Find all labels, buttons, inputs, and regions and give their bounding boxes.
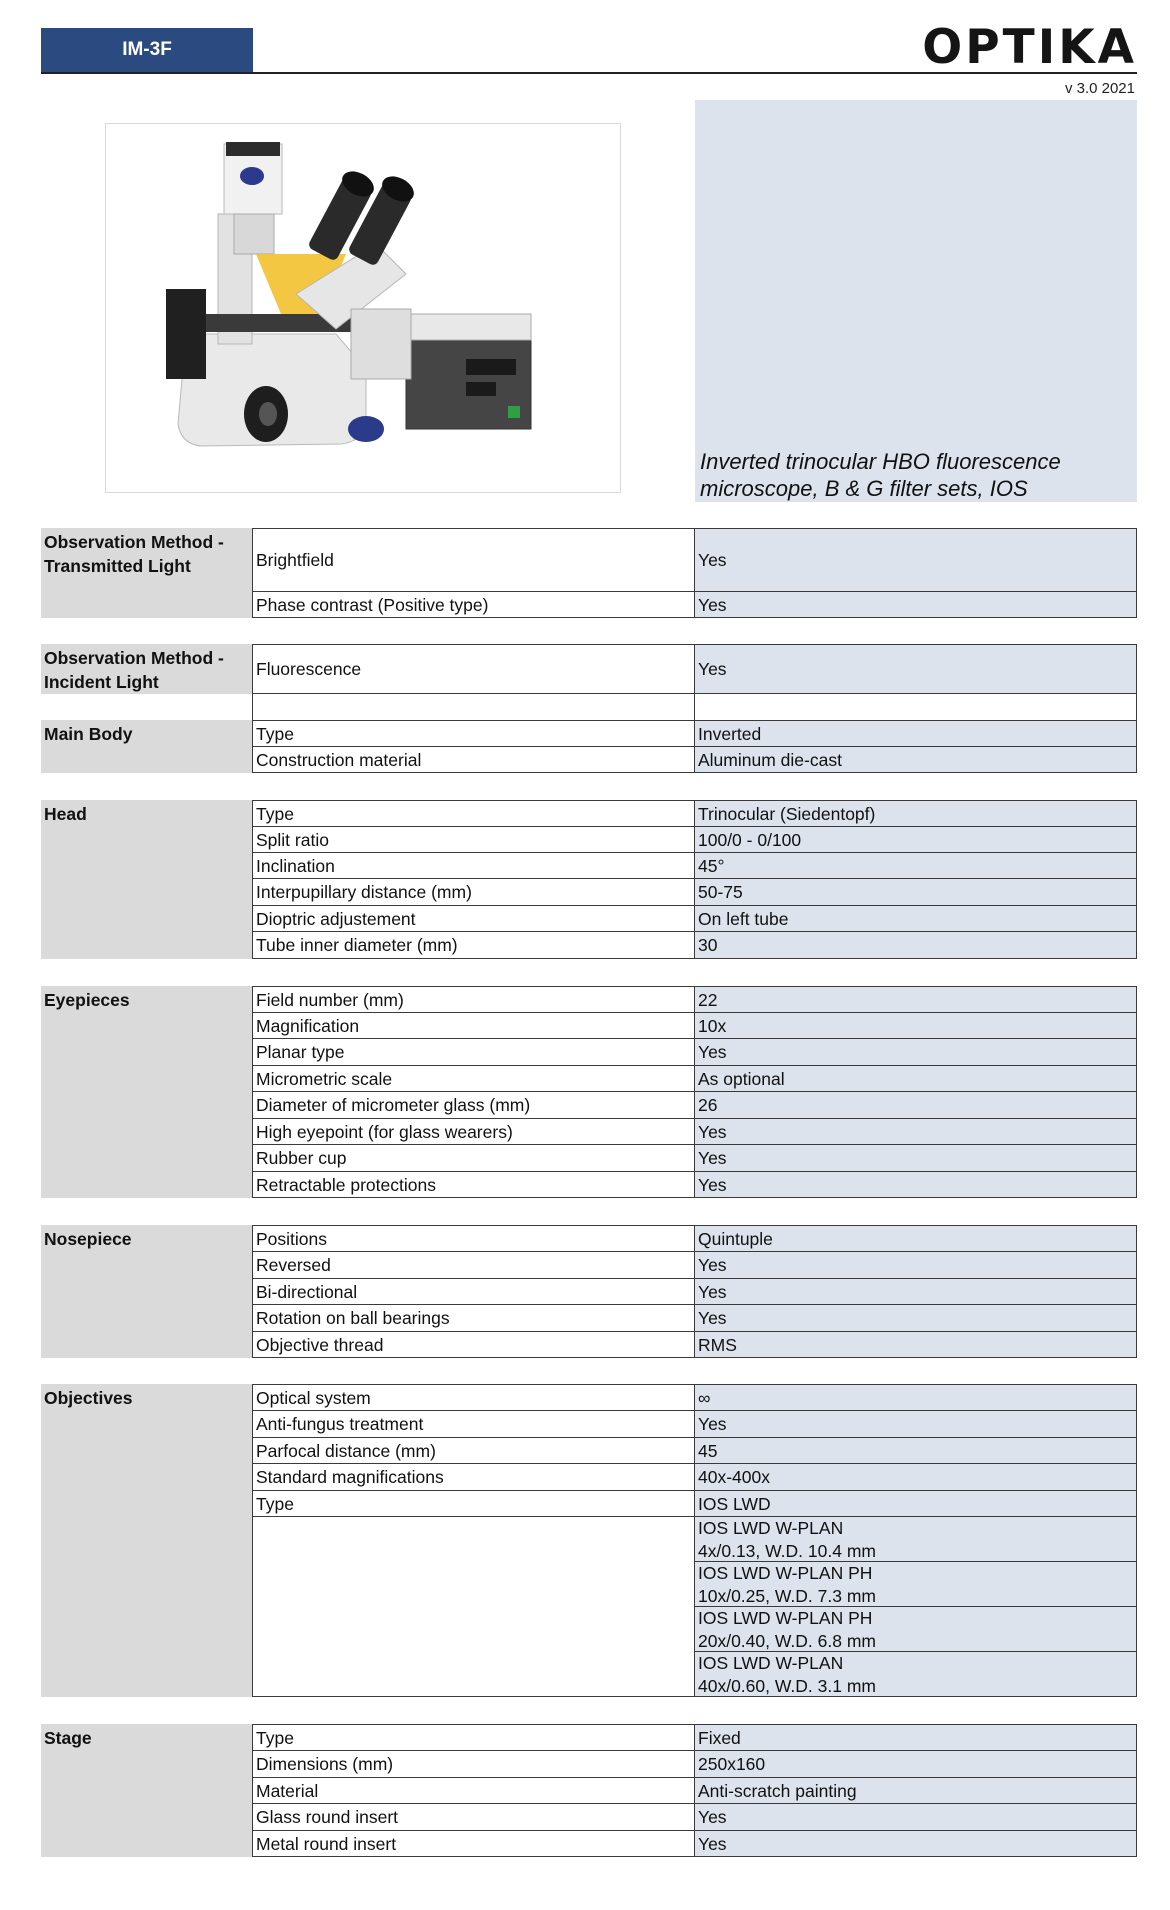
spec-value: Quintuple xyxy=(694,1225,1137,1252)
spec-value: 50-75 xyxy=(694,878,1137,906)
spec-name: Glass round insert xyxy=(252,1803,695,1831)
objective-list-item xyxy=(694,1651,1137,1697)
spec-name: Positions xyxy=(252,1225,695,1252)
spec-value: Yes xyxy=(694,1171,1137,1198)
spec-value: 45° xyxy=(694,852,1137,879)
spec-name: Objective thread xyxy=(252,1331,695,1358)
spec-value: Yes xyxy=(694,1251,1137,1279)
spec-value: 10x xyxy=(694,1012,1137,1039)
objective-line-2: 20x/0.40, W.D. 6.8 mm xyxy=(698,1631,876,1651)
section-transmitted-light xyxy=(41,528,252,618)
section-title-line-2: Incident Light xyxy=(44,672,159,692)
spec-value: Yes xyxy=(694,1278,1137,1305)
spec-value: As optional xyxy=(694,1065,1137,1092)
section-objectives: Objectives xyxy=(41,1384,252,1697)
spec-value: Yes xyxy=(694,1410,1137,1438)
section-incident-light xyxy=(41,644,252,694)
objective-list-item xyxy=(694,1606,1137,1652)
spec-name: Parfocal distance (mm) xyxy=(252,1437,695,1464)
brand-logo: OPTIKA xyxy=(922,20,1137,75)
spec-value: 100/0 - 0/100 xyxy=(694,826,1137,853)
spec-name: Reversed xyxy=(252,1251,695,1279)
section-title-line-1: Observation Method - xyxy=(44,648,224,668)
spec-value: RMS xyxy=(694,1331,1137,1358)
spec-value: Inverted xyxy=(694,720,1137,747)
spec-name: Type xyxy=(252,720,695,747)
spec-name: Magnification xyxy=(252,1012,695,1039)
spec-name: Planar type xyxy=(252,1038,695,1066)
spec-name: Retractable protections xyxy=(252,1171,695,1198)
description-panel xyxy=(695,100,1137,502)
spec-value: ∞ xyxy=(694,1384,1137,1411)
spec-value: Yes xyxy=(694,1304,1137,1332)
spec-value: Trinocular (Siedentopf) xyxy=(694,800,1137,827)
objective-line-2: 40x/0.60, W.D. 3.1 mm xyxy=(698,1676,876,1696)
section-title-line-2: Transmitted Light xyxy=(44,556,191,576)
objective-line-1: IOS LWD W-PLAN xyxy=(698,1518,844,1538)
spec-value: Yes xyxy=(694,1830,1137,1857)
spec-value: Anti-scratch painting xyxy=(694,1777,1137,1804)
spec-name: Construction material xyxy=(252,746,695,773)
spec-value: 22 xyxy=(694,986,1137,1013)
spec-value: Fixed xyxy=(694,1724,1137,1751)
spec-name: Split ratio xyxy=(252,826,695,853)
objective-line-1: IOS LWD W-PLAN xyxy=(698,1653,844,1673)
spec-value: Aluminum die-cast xyxy=(694,746,1137,773)
spec-value: 26 xyxy=(694,1091,1137,1119)
spec-name: Metal round insert xyxy=(252,1830,695,1857)
spec-value: Yes xyxy=(694,1118,1137,1145)
section-nosepiece: Nosepiece xyxy=(41,1225,252,1358)
spec-name: Rubber cup xyxy=(252,1144,695,1172)
spec-name: Dioptric adjustement xyxy=(252,905,695,932)
section-stage: Stage xyxy=(41,1724,252,1857)
spec-name: Phase contrast (Positive type) xyxy=(252,591,695,618)
spec-name: Dimensions (mm) xyxy=(252,1750,695,1778)
spec-value: Yes xyxy=(694,644,1137,694)
spec-name: Bi-directional xyxy=(252,1278,695,1305)
version-label: v 3.0 2021 xyxy=(1064,80,1135,97)
spec-name: Interpupillary distance (mm) xyxy=(252,878,695,906)
spec-value: 250x160 xyxy=(694,1750,1137,1778)
spec-name: Optical system xyxy=(252,1384,695,1411)
spec-name: High eyepoint (for glass wearers) xyxy=(252,1118,695,1145)
spec-name-empty xyxy=(252,693,695,721)
spec-name: Rotation on ball bearings xyxy=(252,1304,695,1332)
spec-value: On left tube xyxy=(694,905,1137,932)
objective-line-2: 10x/0.25, W.D. 7.3 mm xyxy=(698,1586,876,1606)
spec-name: Diameter of micrometer glass (mm) xyxy=(252,1091,695,1119)
spec-value-empty xyxy=(694,693,1137,721)
objective-line-1: IOS LWD W-PLAN PH xyxy=(698,1608,873,1628)
spec-value: Yes xyxy=(694,1144,1137,1172)
objective-line-1: IOS LWD W-PLAN PH xyxy=(698,1563,873,1583)
spec-name: Tube inner diameter (mm) xyxy=(252,931,695,959)
spec-name: Brightfield xyxy=(252,528,695,592)
spec-name: Material xyxy=(252,1777,695,1804)
spec-name: Anti-fungus treatment xyxy=(252,1410,695,1438)
objective-list-item xyxy=(694,1561,1137,1607)
spec-name: Inclination xyxy=(252,852,695,879)
objective-list-item xyxy=(694,1516,1137,1562)
spec-value: IOS LWD xyxy=(694,1490,1137,1517)
spec-value: 45 xyxy=(694,1437,1137,1464)
spec-value: 40x-400x xyxy=(694,1463,1137,1491)
spec-name: Type xyxy=(252,1490,695,1517)
spec-name-empty xyxy=(252,1516,695,1697)
spec-name: Fluorescence xyxy=(252,644,695,694)
microscope-illustration xyxy=(106,124,620,492)
spec-name: Field number (mm) xyxy=(252,986,695,1013)
spec-name: Type xyxy=(252,1724,695,1751)
spec-value: Yes xyxy=(694,591,1137,618)
model-tab: IM-3F xyxy=(41,28,253,72)
objective-line-2: 4x/0.13, W.D. 10.4 mm xyxy=(698,1541,876,1561)
spec-value: 30 xyxy=(694,931,1137,959)
description-line-2: microscope, B & G filter sets, IOS xyxy=(700,476,1028,501)
section-head: Head xyxy=(41,800,252,959)
product-description xyxy=(700,448,1061,502)
description-line-1: Inverted trinocular HBO fluorescence xyxy=(700,449,1061,474)
section-eyepieces: Eyepieces xyxy=(41,986,252,1198)
spec-value: Yes xyxy=(694,528,1137,592)
spec-name: Micrometric scale xyxy=(252,1065,695,1092)
spec-value: Yes xyxy=(694,1803,1137,1831)
product-image xyxy=(105,123,621,493)
spec-value: Yes xyxy=(694,1038,1137,1066)
section-main-body: Main Body xyxy=(41,720,252,773)
spec-name: Type xyxy=(252,800,695,827)
spec-name: Standard magnifications xyxy=(252,1463,695,1491)
section-title-line-1: Observation Method - xyxy=(44,532,224,552)
